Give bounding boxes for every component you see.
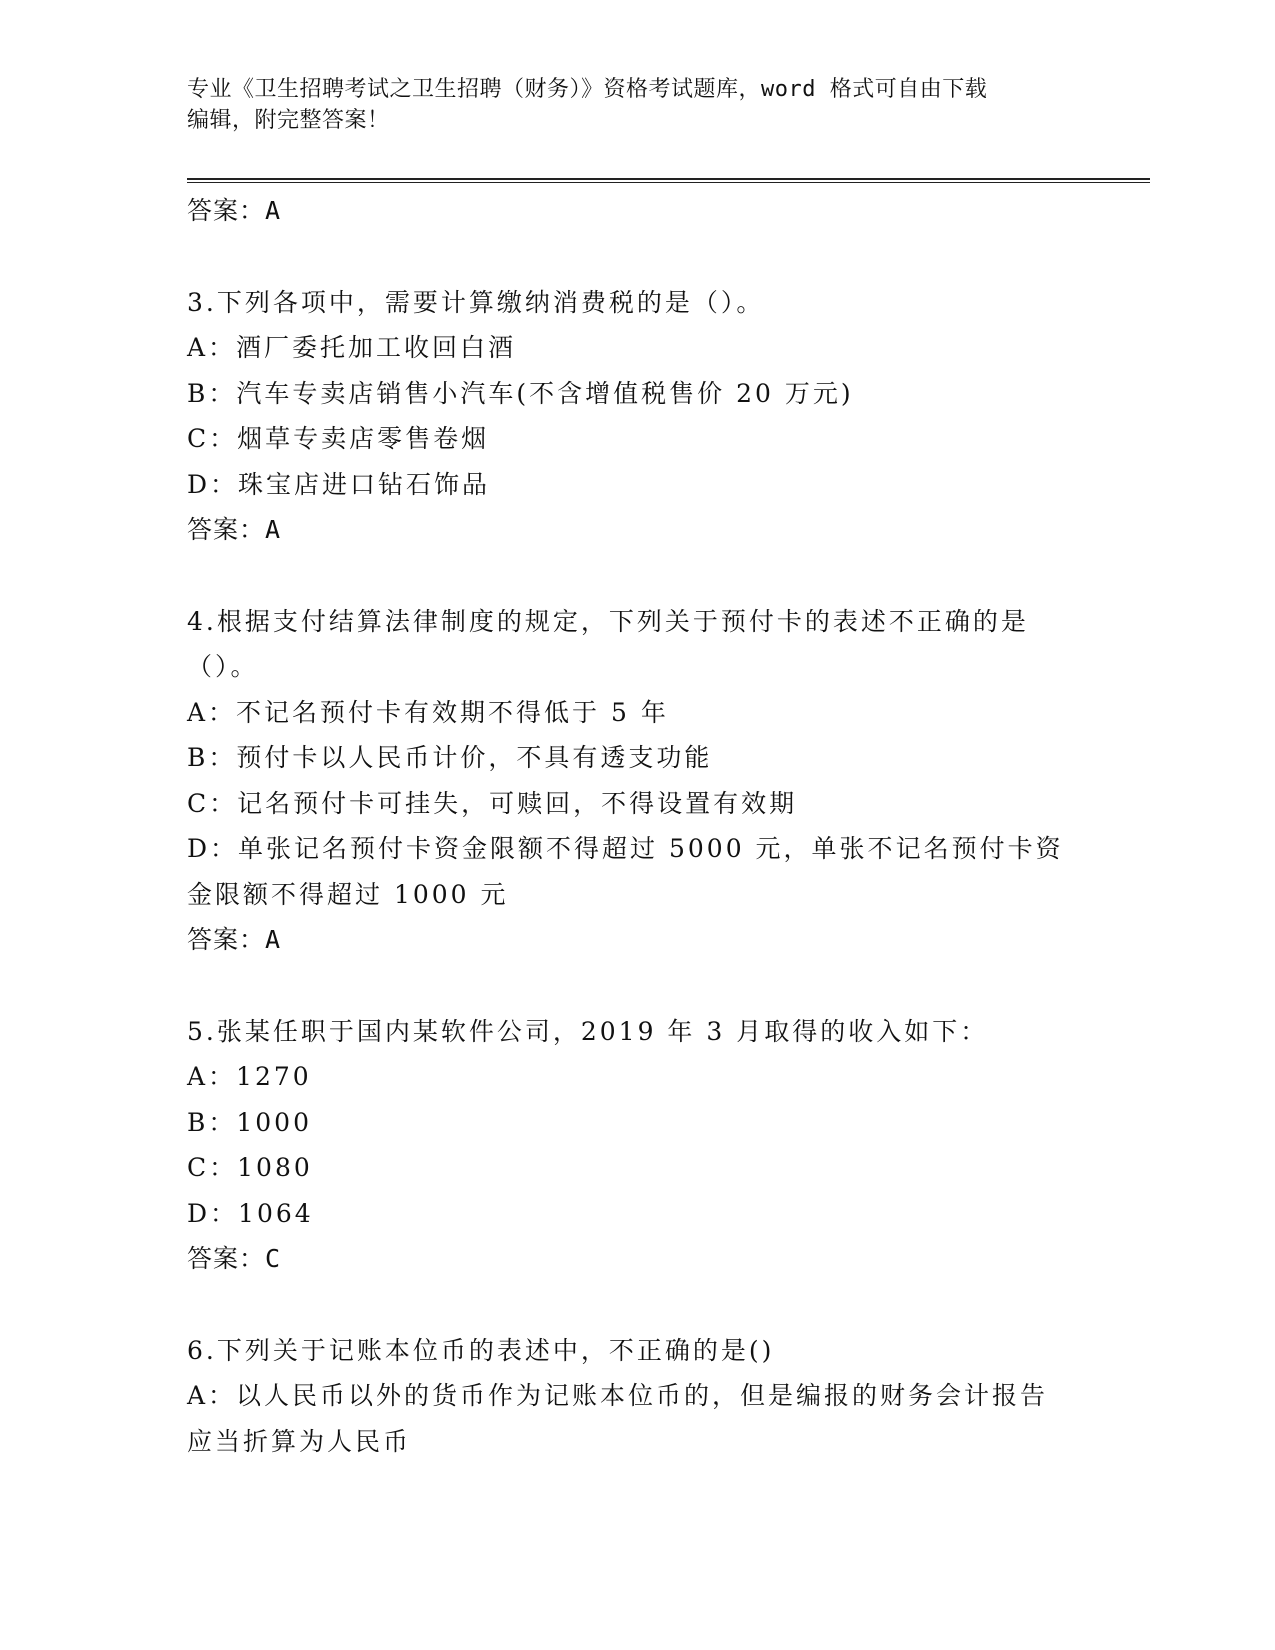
question-4-answer: 答案：A xyxy=(187,925,282,954)
header-line-1: 专业《卫生招聘考试之卫生招聘（财务）》资格考试题库，word 格式可自由下载 xyxy=(187,77,988,102)
question-6-stem: 6.下列关于记账本位币的表述中，不正确的是() xyxy=(187,1335,775,1365)
question-5-option-b: B：1000 xyxy=(187,1107,312,1137)
question-4-option-b: B：预付卡以人民币计价，不具有透支功能 xyxy=(187,743,713,772)
header-rule-thin xyxy=(187,182,1150,183)
answer-previous: 答案：A xyxy=(187,196,282,225)
question-4-stem-line-1: 4.根据支付结算法律制度的规定，下列关于预付卡的表述不正确的是 xyxy=(187,606,1029,636)
question-3-option-c: C：烟草专卖店零售卷烟 xyxy=(187,424,490,453)
question-5-stem: 5.张某任职于国内某软件公司，2019 年 3 月取得的收入如下： xyxy=(187,1016,989,1046)
question-5-option-a: A：1270 xyxy=(187,1062,312,1091)
question-4 xyxy=(187,599,1087,963)
question-3-stem: 3.下列各项中，需要计算缴纳消费税的是（）。 xyxy=(187,287,765,317)
question-4-stem-line-2: （）。 xyxy=(187,652,259,681)
question-4-option-d-line-2: 金限额不得超过 1000 元 xyxy=(187,879,509,909)
question-5-option-c: C：1080 xyxy=(187,1153,313,1182)
question-6-option-a-line-2: 应当折算为人民币 xyxy=(187,1426,412,1456)
header-line-2: 编辑，附完整答案！ xyxy=(187,108,390,133)
document-header xyxy=(187,74,1087,136)
question-6 xyxy=(187,1328,1087,1465)
question-4-option-d-line-1: D：单张记名预付卡资金限额不得超过 5000 元，单张不记名预付卡资 xyxy=(187,834,1064,863)
question-3-option-a: A：酒厂委托加工收回白酒 xyxy=(187,333,517,362)
question-5-option-d: D：1064 xyxy=(187,1198,314,1228)
question-3-option-d: D：珠宝店进口钻石饰品 xyxy=(187,469,491,499)
question-6-option-a-line-1: A：以人民币以外的货币作为记账本位币的，但是编报的财务会计报告 xyxy=(187,1381,1049,1410)
question-3 xyxy=(187,280,1087,553)
question-5 xyxy=(187,1009,1087,1282)
question-list xyxy=(187,188,1087,1464)
question-4-option-c: C：记名预付卡可挂失，可赎回，不得设置有效期 xyxy=(187,788,798,818)
question-4-option-a: A：不记名预付卡有效期不得低于 5 年 xyxy=(187,697,669,727)
question-3-answer: 答案：A xyxy=(187,515,282,544)
question-3-option-b: B：汽车专卖店销售小汽车(不含增值税售价 20 万元) xyxy=(187,378,854,408)
question-5-answer: 答案：C xyxy=(187,1244,282,1273)
header-rule-thick xyxy=(187,178,1150,180)
